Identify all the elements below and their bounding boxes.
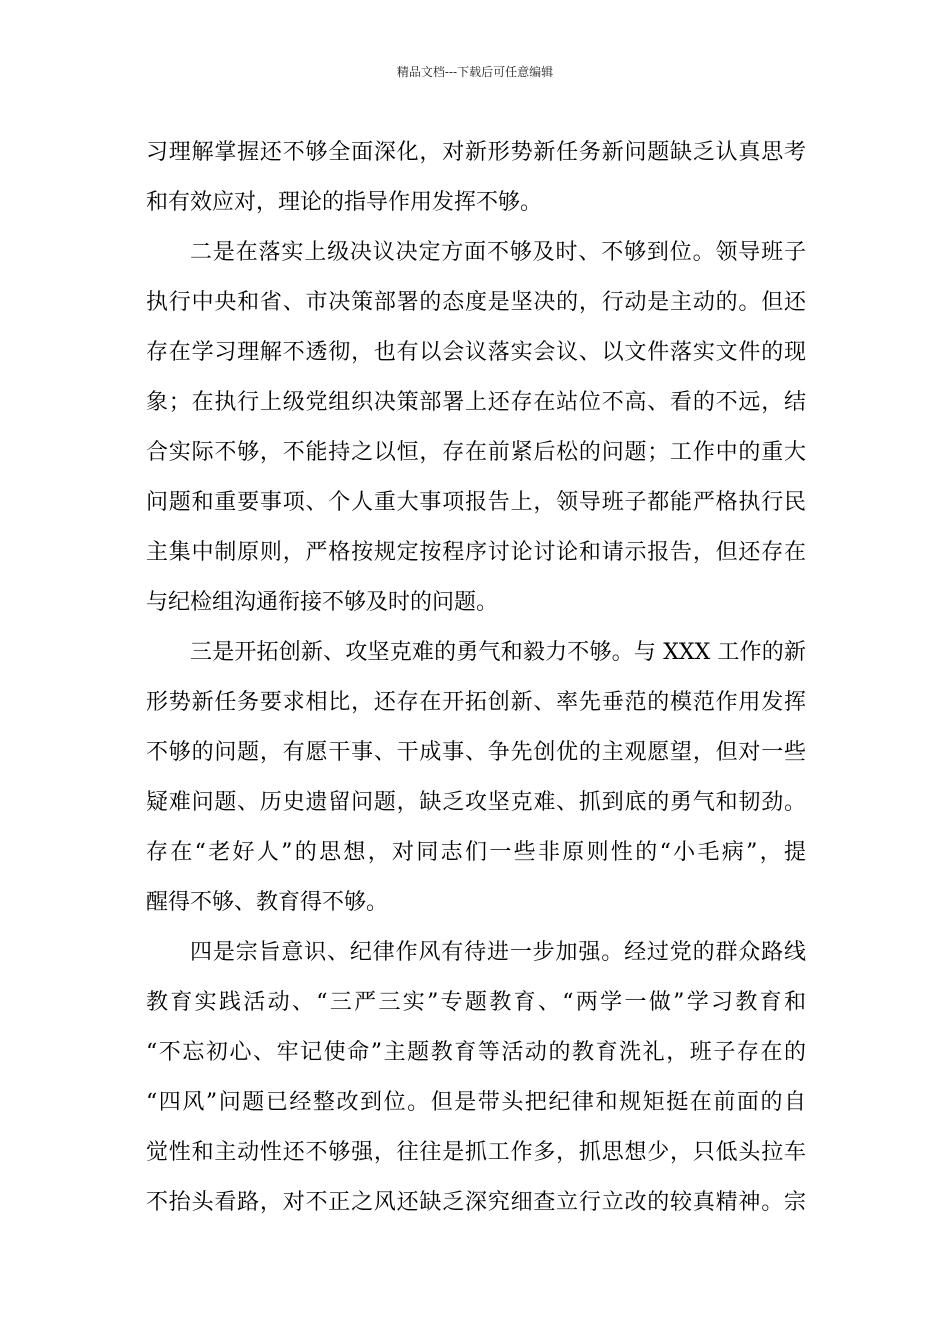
text-line: 觉性和主动性还不够强，往往是抓工作多，抓思想少，只低头拉车 (146, 1140, 806, 1165)
paragraph (146, 628, 806, 928)
text-line: “四风”问题已经整改到位。但是带头把纪律和规矩挺在前面的自 (146, 1090, 806, 1115)
text-line: 象；在执行上级党组织决策部署上还存在站位不高、看的不远，结 (146, 390, 806, 415)
text-line: 合实际不够，不能持之以恒，存在前紧后松的问题；工作中的重大 (146, 440, 806, 465)
text-line: 与纪检组沟通衔接不够及时的问题。 (146, 590, 499, 615)
text-line: 主集中制原则，严格按规定按程序讨论讨论和请示报告，但还存在 (146, 540, 806, 565)
page-header: 精品文档---下载后可任意编辑 (396, 65, 554, 79)
text-line: 教育实践活动、“三严三实”专题教育、“两学一做”学习教育和 (146, 990, 806, 1015)
text-line: 问题和重要事项、个人重大事项报告上，领导班子都能严格执行民 (146, 490, 806, 515)
text-line: 形势新任务要求相比，还存在开拓创新、率先垂范的模范作用发挥 (146, 690, 806, 715)
paragraph (146, 228, 806, 628)
text-line: 不抬头看路，对不正之风还缺乏深究细查立行立改的较真精神。宗 (146, 1190, 806, 1215)
text-line: 和有效应对，理论的指导作用发挥不够。 (146, 190, 543, 215)
text-line: 疑难问题、历史遗留问题，缺乏攻坚克难、抓到底的勇气和韧劲。 (146, 790, 806, 815)
text-line: 存在学习理解不透彻，也有以会议落实会议、以文件落实文件的现 (146, 340, 806, 365)
paragraph (146, 128, 806, 228)
text-line: 四是宗旨意识、纪律作风有待进一步加强。经过党的群众路线 (190, 940, 806, 965)
text-line: 二是在落实上级决议决定方面不够及时、不够到位。领导班子 (190, 240, 806, 265)
text-line: 习理解掌握还不够全面深化，对新形势新任务新问题缺乏认真思考 (146, 140, 806, 165)
text-line: 执行中央和省、市决策部署的态度是坚决的，行动是主动的。但还 (146, 290, 806, 315)
text-line: 三是开拓创新、攻坚克难的勇气和毅力不够。与 XXX 工作的新 (190, 640, 806, 665)
text-line: “不忘初心、牢记使命”主题教育等活动的教育洗礼，班子存在的 (146, 1040, 806, 1065)
text-line: 不够的问题，有愿干事、干成事、争先创优的主观愿望，但对一些 (146, 740, 806, 765)
text-line: 存在“老好人”的思想，对同志们一些非原则性的“小毛病”，提 (146, 840, 806, 865)
text-line: 醒得不够、教育得不够。 (146, 890, 389, 915)
document-body (146, 128, 806, 1228)
paragraph (146, 928, 806, 1228)
